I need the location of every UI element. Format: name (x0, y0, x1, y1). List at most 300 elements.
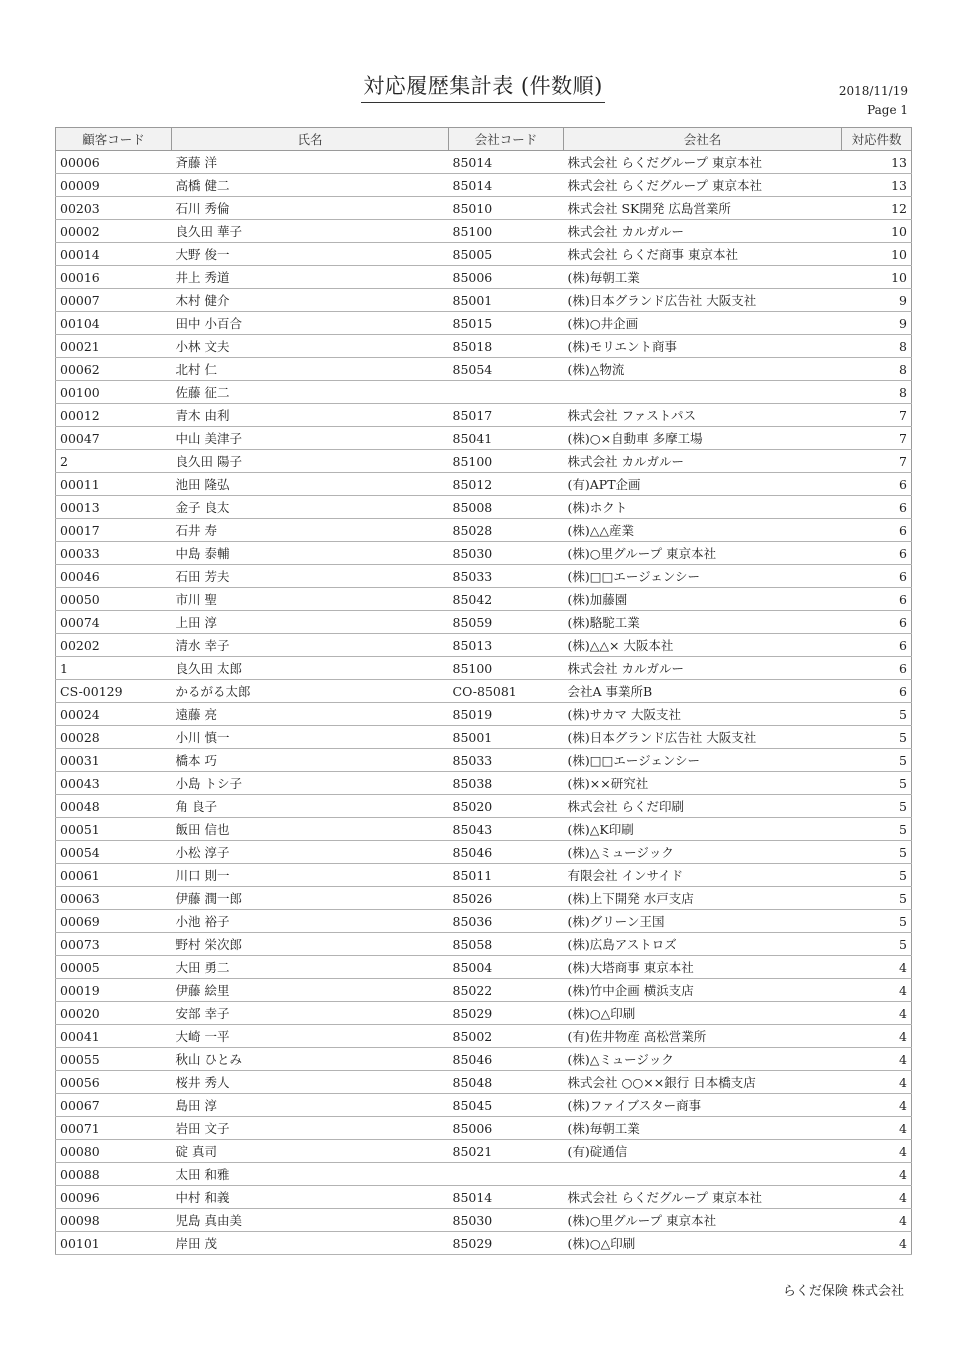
company-code-cell: CO-85081 (449, 680, 564, 703)
name-cell: 島田 淳 (172, 1094, 449, 1117)
company-name-cell: 株式会社 ○○××銀行 日本橋支店 (564, 1071, 842, 1094)
customer-code-cell: 00100 (56, 381, 172, 404)
company-code-cell: 85058 (449, 933, 564, 956)
count-cell: 4 (842, 979, 912, 1002)
customer-code-cell: 00047 (56, 427, 172, 450)
company-name-cell: (株)□□エージェンシー (564, 749, 842, 772)
company-code-cell: 85010 (449, 197, 564, 220)
customer-code-cell: 00021 (56, 335, 172, 358)
count-cell: 4 (842, 1094, 912, 1117)
table-row (56, 726, 912, 749)
company-code-cell: 85045 (449, 1094, 564, 1117)
company-code-cell: 85005 (449, 243, 564, 266)
table-row (56, 427, 912, 450)
count-cell: 5 (842, 703, 912, 726)
company-name-cell: 株式会社 カルガルー (564, 657, 842, 680)
company-code-cell: 85020 (449, 795, 564, 818)
customer-code-cell: 00067 (56, 1094, 172, 1117)
company-code-cell: 85036 (449, 910, 564, 933)
company-name-cell: (株)グリーン王国 (564, 910, 842, 933)
customer-code-cell: 00031 (56, 749, 172, 772)
header-count: 対応件数 (842, 128, 912, 151)
customer-code-cell: 00074 (56, 611, 172, 634)
company-code-cell: 85017 (449, 404, 564, 427)
report-title: 対応履歴集計表 (件数順) (361, 70, 605, 103)
customer-code-cell: 00202 (56, 634, 172, 657)
name-cell: 伊藤 絵里 (172, 979, 449, 1002)
table-row (56, 634, 912, 657)
count-cell: 8 (842, 381, 912, 404)
company-name-cell: (株)○里グループ 東京本社 (564, 1209, 842, 1232)
table-row (56, 542, 912, 565)
name-cell: 石川 秀倫 (172, 197, 449, 220)
table-row (56, 197, 912, 220)
table-row (56, 565, 912, 588)
name-cell: 青木 由利 (172, 404, 449, 427)
table-row (56, 795, 912, 818)
count-cell: 4 (842, 1002, 912, 1025)
company-code-cell: 85013 (449, 634, 564, 657)
company-name-cell: (株)毎朝工業 (564, 1117, 842, 1140)
count-cell: 5 (842, 818, 912, 841)
company-name-cell: (株)広島アストロズ (564, 933, 842, 956)
name-cell: 小松 淳子 (172, 841, 449, 864)
table-row (56, 496, 912, 519)
name-cell: 小島 トシ子 (172, 772, 449, 795)
company-name-cell: (株)○△印刷 (564, 1232, 842, 1255)
name-cell: 橋本 巧 (172, 749, 449, 772)
company-name-cell (564, 381, 842, 404)
count-cell: 4 (842, 1209, 912, 1232)
customer-code-cell: 00104 (56, 312, 172, 335)
count-cell: 13 (842, 151, 912, 174)
name-cell: 児島 真由美 (172, 1209, 449, 1232)
customer-code-cell: 00046 (56, 565, 172, 588)
customer-code-cell: 00063 (56, 887, 172, 910)
company-code-cell: 85033 (449, 565, 564, 588)
table-row (56, 243, 912, 266)
customer-code-cell: 1 (56, 657, 172, 680)
company-code-cell: 85059 (449, 611, 564, 634)
company-name-cell: (株)加藤園 (564, 588, 842, 611)
company-name-cell: (株)△ミュージック (564, 1048, 842, 1071)
customer-code-cell: 00055 (56, 1048, 172, 1071)
table-row (56, 450, 912, 473)
count-cell: 10 (842, 220, 912, 243)
count-cell: 6 (842, 634, 912, 657)
name-cell: 秋山 ひとみ (172, 1048, 449, 1071)
count-cell: 4 (842, 1140, 912, 1163)
customer-code-cell: 00073 (56, 933, 172, 956)
table-row (56, 1209, 912, 1232)
company-name-cell: (株)日本グランド広告社 大阪支社 (564, 726, 842, 749)
name-cell: 大田 勇二 (172, 956, 449, 979)
name-cell: 川口 則一 (172, 864, 449, 887)
name-cell: 石井 寿 (172, 519, 449, 542)
company-name-cell: (有)佐井物産 高松営業所 (564, 1025, 842, 1048)
customer-code-cell: 00013 (56, 496, 172, 519)
company-name-cell: (株)○里グループ 東京本社 (564, 542, 842, 565)
table-row (56, 1163, 912, 1186)
company-name-cell: 株式会社 らくだ印刷 (564, 795, 842, 818)
table-row (56, 956, 912, 979)
company-name-cell: (株)△△× 大阪本社 (564, 634, 842, 657)
table-row (56, 289, 912, 312)
table-row (56, 749, 912, 772)
name-cell: 遠藤 亮 (172, 703, 449, 726)
count-cell: 4 (842, 956, 912, 979)
company-code-cell: 85008 (449, 496, 564, 519)
company-code-cell: 85046 (449, 841, 564, 864)
table-row (56, 1071, 912, 1094)
company-name-cell (564, 1163, 842, 1186)
count-cell: 5 (842, 887, 912, 910)
company-name-cell: (株)サカマ 大阪支社 (564, 703, 842, 726)
table-row (56, 933, 912, 956)
table-row (56, 657, 912, 680)
customer-code-cell: 00028 (56, 726, 172, 749)
customer-code-cell: 00071 (56, 1117, 172, 1140)
count-cell: 6 (842, 611, 912, 634)
count-cell: 13 (842, 174, 912, 197)
name-cell: 飯田 信也 (172, 818, 449, 841)
name-cell: 小池 裕子 (172, 910, 449, 933)
company-code-cell: 85002 (449, 1025, 564, 1048)
name-cell: 良久田 華子 (172, 220, 449, 243)
company-name-cell: 株式会社 らくだ商事 東京本社 (564, 243, 842, 266)
name-cell: 良久田 太郎 (172, 657, 449, 680)
name-cell: 中山 美津子 (172, 427, 449, 450)
table-row (56, 1117, 912, 1140)
company-code-cell: 85001 (449, 726, 564, 749)
company-code-cell: 85026 (449, 887, 564, 910)
name-cell: 岩田 文子 (172, 1117, 449, 1140)
report-title-wrap (0, 70, 966, 103)
company-name-cell: (株)竹中企画 横浜支店 (564, 979, 842, 1002)
company-code-cell: 85022 (449, 979, 564, 1002)
company-name-cell: (株)上下開発 水戸支店 (564, 887, 842, 910)
company-code-cell: 85006 (449, 266, 564, 289)
name-cell: 安部 幸子 (172, 1002, 449, 1025)
count-cell: 5 (842, 726, 912, 749)
company-code-cell: 85100 (449, 220, 564, 243)
company-name-cell: (株)○井企画 (564, 312, 842, 335)
count-cell: 6 (842, 680, 912, 703)
company-name-cell: (株)日本グランド広告社 大阪支社 (564, 289, 842, 312)
count-cell: 6 (842, 519, 912, 542)
table-row (56, 864, 912, 887)
company-name-cell: (株)毎朝工業 (564, 266, 842, 289)
company-code-cell: 85100 (449, 450, 564, 473)
company-code-cell: 85011 (449, 864, 564, 887)
company-name-cell: 株式会社 カルガルー (564, 220, 842, 243)
company-name-cell: (株)△物流 (564, 358, 842, 381)
count-cell: 4 (842, 1071, 912, 1094)
company-code-cell: 85001 (449, 289, 564, 312)
count-cell: 6 (842, 542, 912, 565)
count-cell: 4 (842, 1117, 912, 1140)
company-name-cell: (株)ホクト (564, 496, 842, 519)
count-cell: 4 (842, 1232, 912, 1255)
header-company-code: 会社コード (449, 128, 564, 151)
company-code-cell (449, 1163, 564, 1186)
table-row (56, 358, 912, 381)
customer-code-cell: 00098 (56, 1209, 172, 1232)
company-name-cell: (有)碇通信 (564, 1140, 842, 1163)
customer-code-cell: 00024 (56, 703, 172, 726)
table-row (56, 473, 912, 496)
count-cell: 5 (842, 841, 912, 864)
company-code-cell: 85038 (449, 772, 564, 795)
company-code-cell: 85006 (449, 1117, 564, 1140)
customer-code-cell: 00101 (56, 1232, 172, 1255)
customer-code-cell: 00016 (56, 266, 172, 289)
header-name: 氏名 (172, 128, 449, 151)
count-cell: 5 (842, 933, 912, 956)
company-name-cell: (株)駱駝工業 (564, 611, 842, 634)
customer-code-cell: 00002 (56, 220, 172, 243)
name-cell: 良久田 陽子 (172, 450, 449, 473)
count-cell: 12 (842, 197, 912, 220)
name-cell: 中村 和義 (172, 1186, 449, 1209)
count-cell: 4 (842, 1163, 912, 1186)
name-cell: 市川 聖 (172, 588, 449, 611)
count-cell: 7 (842, 450, 912, 473)
name-cell: 石田 芳夫 (172, 565, 449, 588)
name-cell: 大野 俊一 (172, 243, 449, 266)
company-name-cell: (株)○△印刷 (564, 1002, 842, 1025)
customer-code-cell: 00080 (56, 1140, 172, 1163)
company-name-cell: 株式会社 カルガルー (564, 450, 842, 473)
name-cell: 佐藤 征二 (172, 381, 449, 404)
table-row (56, 404, 912, 427)
report-date: 2018/11/19 (838, 84, 908, 98)
count-cell: 6 (842, 496, 912, 519)
company-name-cell: 株式会社 SK開発 広島営業所 (564, 197, 842, 220)
table-body (56, 151, 912, 1255)
header-company-name: 会社名 (564, 128, 842, 151)
count-cell: 5 (842, 749, 912, 772)
company-code-cell: 85030 (449, 1209, 564, 1232)
company-code-cell: 85042 (449, 588, 564, 611)
customer-code-cell: 00006 (56, 151, 172, 174)
table-row (56, 1140, 912, 1163)
table-row (56, 818, 912, 841)
name-cell: 中島 泰輔 (172, 542, 449, 565)
customer-code-cell: 00056 (56, 1071, 172, 1094)
count-cell: 7 (842, 427, 912, 450)
name-cell: 角 良子 (172, 795, 449, 818)
customer-code-cell: 00019 (56, 979, 172, 1002)
table-row (56, 588, 912, 611)
company-name-cell: (株)△ミュージック (564, 841, 842, 864)
table-row (56, 1186, 912, 1209)
count-cell: 5 (842, 864, 912, 887)
name-cell: 上田 淳 (172, 611, 449, 634)
table-row (56, 1048, 912, 1071)
customer-code-cell: 00050 (56, 588, 172, 611)
company-code-cell: 85048 (449, 1071, 564, 1094)
name-cell: 太田 和雅 (172, 1163, 449, 1186)
company-code-cell: 85030 (449, 542, 564, 565)
company-name-cell: (株)△K印刷 (564, 818, 842, 841)
customer-code-cell: 00062 (56, 358, 172, 381)
count-cell: 4 (842, 1025, 912, 1048)
customer-code-cell: 00048 (56, 795, 172, 818)
customer-code-cell: 00096 (56, 1186, 172, 1209)
company-code-cell: 85029 (449, 1002, 564, 1025)
table-row (56, 312, 912, 335)
customer-code-cell: 2 (56, 450, 172, 473)
company-code-cell: 85019 (449, 703, 564, 726)
company-name-cell: (株)××研究社 (564, 772, 842, 795)
customer-code-cell: 00009 (56, 174, 172, 197)
company-code-cell: 85014 (449, 174, 564, 197)
customer-code-cell: 00005 (56, 956, 172, 979)
name-cell: 田中 小百合 (172, 312, 449, 335)
company-name-cell: (株)□□エージェンシー (564, 565, 842, 588)
company-name-cell: 株式会社 らくだグループ 東京本社 (564, 1186, 842, 1209)
customer-code-cell: 00051 (56, 818, 172, 841)
customer-code-cell: 00014 (56, 243, 172, 266)
name-cell: 小川 慎一 (172, 726, 449, 749)
company-code-cell: 85015 (449, 312, 564, 335)
table-row (56, 680, 912, 703)
customer-code-cell: 00043 (56, 772, 172, 795)
name-cell: 斉藤 洋 (172, 151, 449, 174)
company-code-cell: 85014 (449, 1186, 564, 1209)
name-cell: 碇 真司 (172, 1140, 449, 1163)
table-row (56, 220, 912, 243)
table-row (56, 611, 912, 634)
customer-code-cell: 00054 (56, 841, 172, 864)
count-cell: 5 (842, 795, 912, 818)
table-row (56, 174, 912, 197)
company-code-cell: 85033 (449, 749, 564, 772)
name-cell: 伊藤 潤一郎 (172, 887, 449, 910)
count-cell: 5 (842, 910, 912, 933)
customer-code-cell: 00041 (56, 1025, 172, 1048)
company-name-cell: 有限会社 インサイド (564, 864, 842, 887)
company-name-cell: (株)○×自動車 多摩工場 (564, 427, 842, 450)
company-code-cell: 85041 (449, 427, 564, 450)
name-cell: 桜井 秀人 (172, 1071, 449, 1094)
company-name-cell: 会社A 事業所B (564, 680, 842, 703)
name-cell: 池田 隆弘 (172, 473, 449, 496)
count-cell: 6 (842, 565, 912, 588)
company-name-cell: (株)ファイブスター商事 (564, 1094, 842, 1117)
customer-code-cell: 00203 (56, 197, 172, 220)
page-number: Page 1 (867, 103, 908, 117)
customer-code-cell: 00011 (56, 473, 172, 496)
table-row (56, 979, 912, 1002)
customer-code-cell: 00033 (56, 542, 172, 565)
count-cell: 5 (842, 772, 912, 795)
count-cell: 10 (842, 266, 912, 289)
customer-code-cell: 00061 (56, 864, 172, 887)
table-row (56, 1232, 912, 1255)
name-cell: 木村 健介 (172, 289, 449, 312)
table-header-row (56, 128, 912, 151)
company-code-cell: 85043 (449, 818, 564, 841)
header-customer-code: 顧客コード (56, 128, 172, 151)
company-name-cell: (株)モリエント商事 (564, 335, 842, 358)
table-row (56, 703, 912, 726)
name-cell: 大崎 一平 (172, 1025, 449, 1048)
name-cell: 岸田 茂 (172, 1232, 449, 1255)
customer-code-cell: 00007 (56, 289, 172, 312)
summary-table (55, 127, 912, 1255)
name-cell: 高橋 健二 (172, 174, 449, 197)
company-name-cell: 株式会社 らくだグループ 東京本社 (564, 174, 842, 197)
customer-code-cell: 00069 (56, 910, 172, 933)
table-row (56, 887, 912, 910)
company-name-cell: (株)△△産業 (564, 519, 842, 542)
table-row (56, 151, 912, 174)
company-code-cell: 85014 (449, 151, 564, 174)
company-code-cell: 85100 (449, 657, 564, 680)
company-code-cell: 85028 (449, 519, 564, 542)
company-code-cell: 85029 (449, 1232, 564, 1255)
count-cell: 9 (842, 312, 912, 335)
count-cell: 4 (842, 1186, 912, 1209)
name-cell: 金子 良太 (172, 496, 449, 519)
table-row (56, 381, 912, 404)
table-row (56, 1094, 912, 1117)
company-code-cell: 85021 (449, 1140, 564, 1163)
customer-code-cell: 00012 (56, 404, 172, 427)
table-row (56, 266, 912, 289)
customer-code-cell: 00088 (56, 1163, 172, 1186)
count-cell: 7 (842, 404, 912, 427)
company-code-cell: 85018 (449, 335, 564, 358)
table-row (56, 772, 912, 795)
customer-code-cell: CS-00129 (56, 680, 172, 703)
name-cell: かるがる太郎 (172, 680, 449, 703)
company-code-cell (449, 381, 564, 404)
company-name-cell: (有)APT企画 (564, 473, 842, 496)
company-name-cell: 株式会社 ファストパス (564, 404, 842, 427)
count-cell: 6 (842, 657, 912, 680)
count-cell: 6 (842, 588, 912, 611)
footer-company: らくだ保険 株式会社 (782, 1284, 904, 1299)
name-cell: 北村 仁 (172, 358, 449, 381)
name-cell: 井上 秀道 (172, 266, 449, 289)
company-code-cell: 85004 (449, 956, 564, 979)
count-cell: 4 (842, 1048, 912, 1071)
company-code-cell: 85046 (449, 1048, 564, 1071)
company-name-cell: (株)大塔商事 東京本社 (564, 956, 842, 979)
count-cell: 8 (842, 358, 912, 381)
company-name-cell: 株式会社 らくだグループ 東京本社 (564, 151, 842, 174)
table-row (56, 519, 912, 542)
table-row (56, 1002, 912, 1025)
name-cell: 野村 栄次郎 (172, 933, 449, 956)
name-cell: 小林 文夫 (172, 335, 449, 358)
company-code-cell: 85012 (449, 473, 564, 496)
table-row (56, 841, 912, 864)
table-row (56, 910, 912, 933)
customer-code-cell: 00020 (56, 1002, 172, 1025)
count-cell: 10 (842, 243, 912, 266)
customer-code-cell: 00017 (56, 519, 172, 542)
name-cell: 清水 幸子 (172, 634, 449, 657)
count-cell: 6 (842, 473, 912, 496)
table-row (56, 1025, 912, 1048)
count-cell: 9 (842, 289, 912, 312)
company-code-cell: 85054 (449, 358, 564, 381)
table-row (56, 335, 912, 358)
